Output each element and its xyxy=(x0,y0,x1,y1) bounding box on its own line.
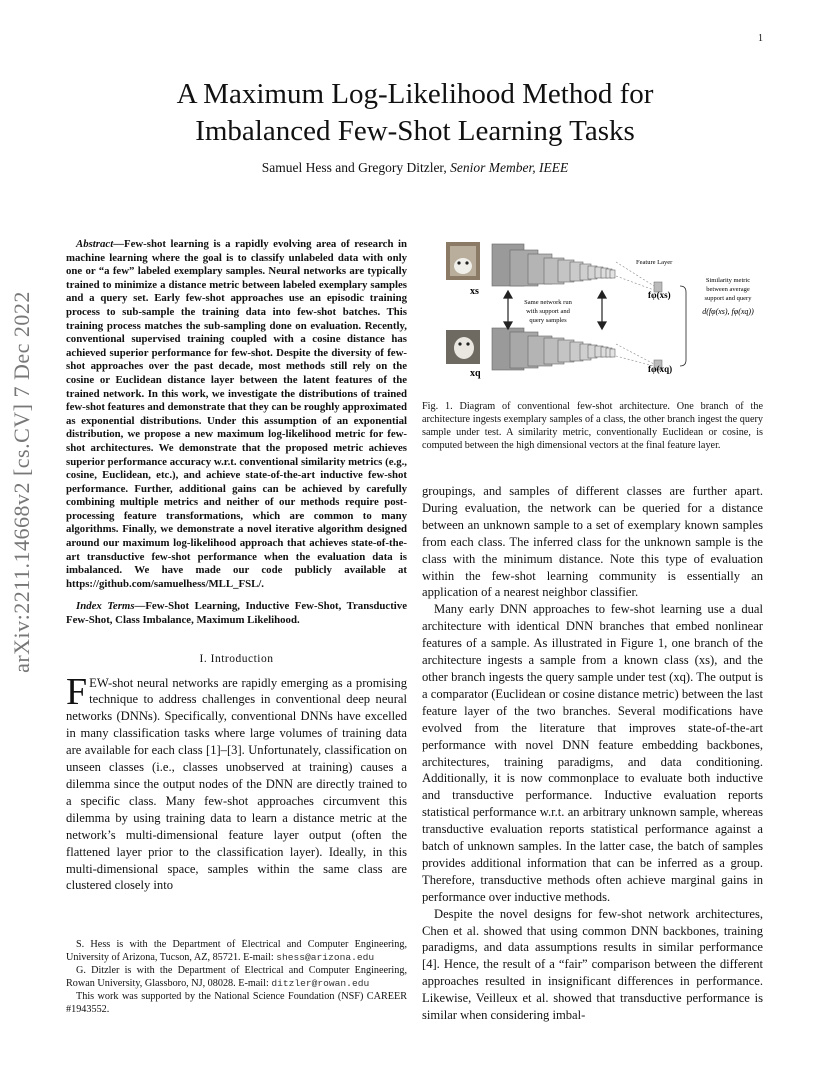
right-column xyxy=(422,483,763,1024)
author-names: Samuel Hess and Gregory Ditzler, xyxy=(261,160,447,175)
footnotes xyxy=(66,938,407,1016)
left-column xyxy=(66,238,407,894)
abstract xyxy=(66,238,407,591)
paper-title xyxy=(90,76,740,150)
right-paragraph-2: Many early DNN approaches to few-shot learning use a dual architecture with identical DNN branches that embed nonlinear features of a sample. As illustrated in Figure 1, one branch of the architecture ingests a sample from a known class (xs), and the other branch ingests the query sample under test (xq). The output is a comparator (Euclidean or cosine distance metric) between the last feature layer of the two branches. Several modifications have evolved from the literature that improves state-of-the-art performance with novel DNN feature embedding backbones, architectures, training paradigms, and data conditioning. Additionally, it is now commonplace to evaluate both inductive and transductive performance. Inductive evaluation reports statistical performance w.r.t. an arbitrary unknown sample, whereas transductive evaluation reports statistical performance against a batch of unknown samples. In the latter case, the batch of samples provides additional information that can be inferred as a group. Therefore, transductive methods often achieve marginal gains in performance over inductive methods. xyxy=(422,602,763,904)
support-branch-layers xyxy=(492,244,615,286)
same-network-line-3: query samples xyxy=(529,317,567,324)
right-paragraph-1: groupings, and samples of different classes are further apart. During evaluation, the network can be queried for a distance between an unknown sample to a set of exemplary known samples from each class. The inferred class for the unknown sample is the class with the minimum distance. Note this type of evaluation within the few-shot learning community is essentially an application of a nearest neighbor classifier. xyxy=(422,484,763,600)
ditzler-email: ditzler@rowan.edu xyxy=(271,978,370,989)
page-number: 1 xyxy=(758,33,763,44)
xs-label: xs xyxy=(470,286,479,297)
f-xs-label: fφ(xs) xyxy=(648,290,671,300)
same-network-line-2: with support and xyxy=(526,308,570,315)
hess-email: shess@arizona.edu xyxy=(276,952,375,963)
distance-formula: d(fφ(xs), fφ(xq)) xyxy=(702,307,754,316)
query-image xyxy=(446,330,480,364)
footnote-hess xyxy=(66,938,407,964)
footnote-hess-text: S. Hess is with the Department of Electrical and Computer Engineering, University of Arizona, Tucson, AZ, 85721. E-mail: xyxy=(66,939,407,963)
index-terms-label: Index Terms xyxy=(76,600,135,613)
author-role: Senior Member, IEEE xyxy=(450,160,569,175)
footnote-ditzler-text: G. Ditzler is with the Department of Electrical and Computer Engineering, Rowan University, Glassboro, NJ, 08028. E-mail: xyxy=(66,965,407,989)
index-terms-text: —Few-Shot Learning, Inductive Few-Shot, Transductive Few-Shot, Class Imbalance, Maximum Likelihood. xyxy=(66,600,407,627)
section-heading: I. Introduction xyxy=(199,652,274,665)
intro-text: EW-shot neural networks are rapidly emerging as a promising technique to address challenges in conventional deep neural networks (DNNs). Specifically, conventional DNNs have excelled in many classification tasks where large volumes of training data are available for each class [1]–[3]. Unfortunately, classification on unseen classes (i.e., classes unobserved at training) causes a dilemma since the output nodes of the DNN are directly trained to a specific class. Many few-shot approaches circumvent this dilemma by using training data to learn a distance metric at the network’s multi-dimensional feature layer output (often the flattened layer prior to the classification layer). Ideally, in this multi-dimensional space, samples within the same class are clustered closely into xyxy=(66,675,407,893)
similarity-line-3: support and query xyxy=(704,295,752,302)
drop-cap: F xyxy=(66,670,88,713)
similarity-line-2: between average xyxy=(706,286,750,293)
xq-label: xq xyxy=(470,368,481,379)
similarity-bracket xyxy=(680,286,686,366)
query-branch-layers xyxy=(492,328,615,370)
authors xyxy=(90,160,740,176)
right-paragraph-3: Despite the novel designs for few-shot network architectures, Chen et al. showed that using common DNN backbones, training paradigms, and data assumptions results in similar performance [4]. Hence, the result of a “fair” comparison between the different approaches resulted in insignificant differences in performance. Likewise, Veilleux et al. showed that transductive performance is similar when considering imbal- xyxy=(422,906,763,1023)
f-xq-label: fφ(xq) xyxy=(648,364,673,374)
abstract-label: Abstract xyxy=(76,238,114,250)
footnote-ditzler xyxy=(66,964,407,990)
figure-1-diagram xyxy=(430,236,770,381)
index-terms xyxy=(66,600,407,627)
footnote-funding: This work was supported by the National Science Foundation (NSF) CAREER #1943552. xyxy=(66,991,407,1015)
title-line-1: A Maximum Log-Likelihood Method for xyxy=(176,78,654,110)
same-network-line-1: Same network run xyxy=(524,299,572,306)
feature-layer-label: Feature Layer xyxy=(636,259,673,266)
abstract-text: —Few-shot learning is a rapidly evolving area of research in machine learning where the goal is to classify unlabeled data with only one or “a few” labeled exemplary samples. Neural networks are typically trained to minimize a distance metric between labeled exemplary samples and a query set. Early few-shot approaches use an episodic training process to sub-sample the training data into few-shot batches. This training process matches the sub-sampling done on evaluation. Recently, conventional supervised training coupled with a cosine distance has achieved superior performance for few-shot. Despite the diversity of few-shot approaches over the past decade, most methods still rely on the cosine or Euclidean distance layer between the latent features of the trained network. In this work, we investigate the distributions of trained few-shot features and demonstrate that they can be roughly approximated as exponential distributions. Under this assumption of an exponential distribution, we propose a new maximum log-likelihood metric for few-shot architectures. We demonstrate that the proposed metric achieves superior performance accuracy w.r.t. conventional similarity metrics (e.g., cosine, Euclidean, etc.), and achieve state-of-the-art inductive few-shot performance. Further, additional gains can be achieved by carefully combining multiple metrics and neither of our methods require post-processing feature transformations, which are common to many algorithms. Finally, we demonstrate a novel iterative algorithm designed around our maximum log-likelihood approach that achieves state-of-the-art transductive few-shot performance when the evaluation data is imbalanced. We have made our code publicly available at https://github.com/samuelhess/MLL_FSL/. xyxy=(66,238,407,590)
arxiv-id: arXiv:2211.14668v2 [cs.CV] 7 Dec 2022 xyxy=(9,291,34,673)
similarity-line-1: Similarity metric xyxy=(705,277,751,284)
arxiv-sidebar-stamp xyxy=(2,292,42,672)
title-line-2: Imbalanced Few-Shot Learning Tasks xyxy=(195,115,635,147)
support-image xyxy=(446,242,480,280)
figure-1-caption: Fig. 1. Diagram of conventional few-shot architecture. One branch of the architecture ingests exemplary samples of a class, the other branch ingest the query sample under test. A similarity metric, conventionally Euclidean or cosine, is computed between the high dimensional vectors at the final feature layer. xyxy=(422,401,763,451)
intro-paragraph xyxy=(66,670,407,895)
